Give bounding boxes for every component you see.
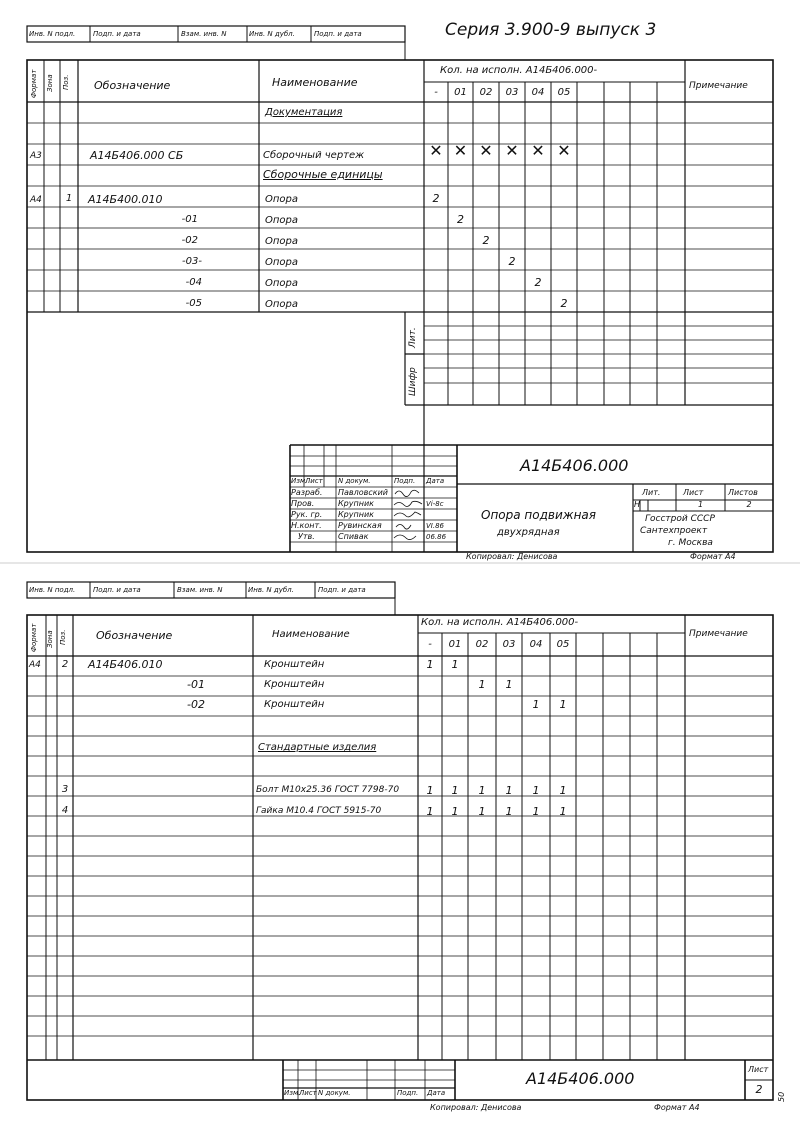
tb-role: Н.конт.: [291, 521, 322, 530]
col-pos-header: Поз.: [62, 74, 70, 90]
row-name: Кронштейн: [264, 679, 325, 690]
cross-mark: ✕: [479, 141, 493, 160]
qty-cell: 2: [534, 276, 542, 289]
row-format: А4: [29, 660, 41, 670]
tb-col-head: Лист: [305, 477, 323, 485]
strip-dup-label: Инв. N дубл.: [248, 586, 294, 594]
cross-mark: ✕: [505, 141, 519, 160]
col-name-header: Наименование: [272, 629, 350, 640]
variant-header: 01: [448, 639, 462, 650]
tb-sheet-value: 2: [755, 1083, 763, 1096]
tb-person: Крупник: [338, 499, 374, 508]
row-name: Сборочный чертеж: [263, 150, 365, 161]
cross-mark: ✕: [429, 141, 443, 160]
tb-sheet-head: Лист: [683, 488, 704, 497]
row-name: Опора: [265, 194, 299, 205]
col-notes-header: Примечание: [689, 81, 748, 91]
tb-sheets-head: Листов: [728, 488, 758, 497]
series-header: Серия 3.900-9 выпуск 3: [445, 20, 657, 40]
tb-col-head: N докум.: [338, 477, 371, 485]
col-designation-header: Обозначение: [96, 629, 173, 642]
qty-cell: 1: [505, 678, 513, 691]
tb-title-line2: двухрядная: [497, 527, 560, 538]
row-name: Опора: [265, 215, 299, 226]
page-mark: 50: [777, 1091, 786, 1102]
qty-title: Кол. на исполн. А14Б406.000-: [440, 65, 598, 76]
section-heading: Документация: [265, 107, 343, 118]
qty-cell: 1: [426, 805, 434, 818]
qty-cell: 1: [532, 784, 540, 797]
col-name-header: Наименование: [272, 76, 358, 89]
strip-dup-label: Инв. N дубл.: [249, 30, 295, 38]
row-pos: 2: [61, 659, 69, 670]
variant-header: -: [434, 87, 438, 98]
qty-cell: 2: [482, 234, 490, 247]
qty-cell: 1: [426, 658, 434, 671]
qty-cell: 1: [478, 678, 486, 691]
section-heading: Стандартные изделия: [258, 742, 377, 753]
row-designation: -04: [185, 277, 202, 288]
tb-person: Крупник: [338, 510, 374, 519]
row-name: Опора: [265, 278, 299, 289]
tb-col-head: Изм.: [291, 477, 308, 485]
qty-cell: 2: [457, 213, 464, 226]
copied-by: Копировал: Денисова: [430, 1103, 522, 1112]
row-designation: А14Б406.010: [88, 658, 163, 671]
row-designation: -01: [187, 678, 205, 691]
tb-col-head: Дата: [426, 477, 445, 485]
tb-role: Пров.: [291, 499, 315, 508]
tb-col-head: Изм.: [284, 1089, 301, 1097]
strip-sign-label: Подп. и дата: [93, 586, 141, 594]
variant-header: 03: [505, 87, 519, 98]
tb-role: Рук. гр.: [291, 510, 323, 519]
cross-mark: ✕: [531, 141, 545, 160]
lit-side-label: Лит.: [408, 327, 418, 348]
row-designation: -02: [181, 235, 198, 246]
qty-cell: 1: [532, 805, 540, 818]
doc-number: А14Б406.000: [526, 1069, 635, 1088]
qty-cell: 1: [532, 698, 540, 711]
cross-mark: ✕: [453, 141, 468, 160]
variant-header: 05: [556, 639, 570, 650]
col-zone-header: Зона: [46, 630, 54, 648]
tb-role: Утв.: [298, 532, 315, 541]
qty-cell: 1: [478, 784, 486, 797]
qty-cell: 1: [505, 805, 513, 818]
tb-col-head: Подп.: [394, 477, 416, 485]
qty-cell: 1: [451, 658, 459, 671]
tb-col-head: Подп.: [397, 1089, 419, 1097]
row-designation: -01: [181, 214, 198, 225]
strip-replace-label: Взам. инв. N: [177, 586, 223, 594]
row-name: Кронштейн: [264, 659, 325, 670]
col-format-header: Формат: [30, 623, 38, 652]
variant-header: 04: [529, 639, 543, 650]
section-heading: Сборочные единицы: [263, 168, 383, 181]
tb-person: Рувинская: [338, 521, 382, 530]
tb-date: VI.86: [426, 522, 444, 530]
qty-cell: 2: [432, 192, 440, 205]
doc-number: А14Б406.000: [520, 456, 629, 475]
row-designation: -02: [187, 698, 205, 711]
tb-sheet-value: 1: [697, 500, 704, 509]
row-name: Гайка М10.4 ГОСТ 5915-70: [256, 806, 382, 816]
row-designation: -03-: [182, 256, 202, 267]
variant-header: 05: [557, 87, 571, 98]
row-name: Кронштейн: [264, 699, 325, 710]
tb-date: Vi-8c: [426, 500, 444, 508]
tb-org2: Сантехпроект: [640, 526, 708, 536]
variant-header: 04: [531, 87, 545, 98]
row-pos: 1: [65, 193, 73, 204]
qty-cell: 1: [478, 805, 486, 818]
tb-org3: г. Москва: [668, 538, 713, 548]
col-pos-header: Поз.: [59, 629, 67, 645]
tb-sheets-value: 2: [746, 500, 752, 509]
qty-cell: 1: [451, 784, 459, 797]
tb-col-head: Лист: [299, 1089, 317, 1097]
shifr-side-label: Шифр: [408, 367, 418, 396]
strip-replace-label: Взам. инв. N: [181, 30, 227, 38]
row-format: А3: [30, 151, 42, 161]
tb-sheet-head: Лист: [748, 1065, 769, 1074]
row-format: А4: [30, 195, 42, 205]
tb-person: Спивак: [338, 532, 369, 541]
variant-header: -: [428, 639, 432, 650]
row-name: Опора: [265, 299, 299, 310]
row-name: Опора: [265, 236, 299, 247]
qty-cell: 2: [560, 297, 568, 310]
row-designation: А14Б406.000 СБ: [90, 149, 184, 162]
qty-cell: 1: [559, 698, 567, 711]
tb-title-line1: Опора подвижная: [481, 508, 597, 522]
col-notes-header: Примечание: [689, 629, 748, 639]
cross-mark: ✕: [557, 141, 571, 160]
qty-title: Кол. на исполн. А14Б406.000-: [421, 617, 579, 628]
tb-lit-head: Лит.: [642, 488, 661, 497]
tb-person: Павловский: [338, 488, 388, 497]
variant-header: 02: [479, 87, 493, 98]
col-zone-header: Зона: [46, 74, 54, 92]
format-label: Формат А4: [654, 1103, 700, 1112]
col-format-header: Формат: [30, 69, 38, 98]
row-name: Болт М10х25.36 ГОСТ 7798-70: [256, 785, 400, 795]
strip-sign2-label: Подп. и дата: [314, 30, 362, 38]
qty-cell: 1: [426, 784, 434, 797]
strip-sign-label: Подп. и дата: [93, 30, 141, 38]
row-name: Опора: [265, 257, 299, 268]
variant-header: 01: [454, 87, 467, 98]
row-designation: А14Б400.010: [88, 193, 163, 206]
row-designation: -05: [185, 298, 202, 309]
row-pos: 4: [61, 805, 69, 816]
variant-header: 03: [502, 639, 516, 650]
strip-inv-label: Инв. N подл.: [29, 586, 76, 594]
format-label: Формат А4: [690, 552, 736, 561]
qty-cell: 1: [505, 784, 513, 797]
strip-sign2-label: Подп. и дата: [318, 586, 366, 594]
col-designation-header: Обозначение: [94, 79, 171, 92]
row-pos: 3: [61, 784, 69, 795]
qty-cell: 2: [508, 255, 516, 268]
tb-role: Разраб.: [291, 488, 323, 497]
qty-cell: 1: [451, 805, 459, 818]
tb-lit-value: Н: [634, 500, 641, 509]
qty-cell: 1: [559, 805, 567, 818]
copied-by: Копировал: Денисова: [466, 552, 558, 561]
tb-date: 06.86: [426, 533, 447, 541]
tb-col-head: Дата: [427, 1089, 446, 1097]
qty-cell: 1: [559, 784, 567, 797]
variant-header: 02: [475, 639, 489, 650]
tb-org1: Госстрой СССР: [645, 514, 715, 524]
tb-col-head: N докум.: [318, 1089, 351, 1097]
strip-inv-label: Инв. N подл.: [29, 30, 76, 38]
